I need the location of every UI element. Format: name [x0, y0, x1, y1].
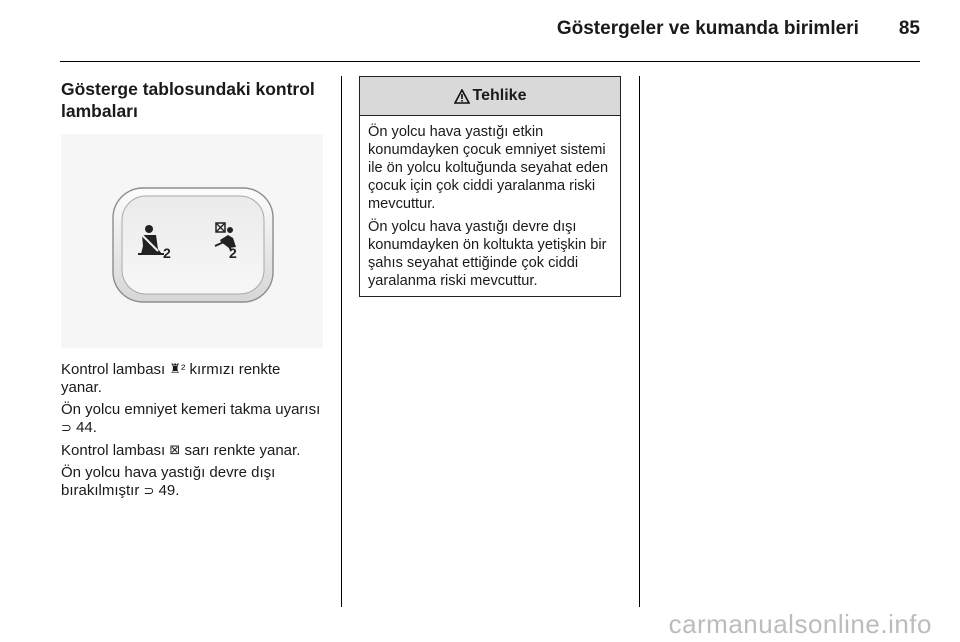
- text-fragment: sarı renkte yanar.: [180, 442, 301, 459]
- watermark: carmanualsonline.info: [668, 609, 932, 639]
- running-title: Göstergeler ve kumanda birimleri: [556, 18, 859, 39]
- warning-header: [360, 77, 620, 116]
- column-divider-right: [639, 76, 640, 607]
- text-fragment: kırmızı renkte yanar.: [61, 361, 281, 396]
- warning-body: [360, 116, 620, 290]
- text-fragment: Kontrol lambası: [61, 361, 170, 378]
- warning-paragraph-1: Ön yolcu hava yastığı etkin konumdayken çocuk emniyet sistemi ile ön yolcu koltuğunda seyahat eden çocuk için çok ciddi yaralanma riski mevcuttur.: [368, 124, 609, 212]
- paragraph-seatbelt-lamp: [61, 360, 323, 397]
- airbag-icon-digit: 2: [229, 245, 237, 261]
- text-fragment: Ön yolcu hava yastığı devre dışı bırakılmıştır: [61, 464, 276, 499]
- warning-paragraph-2: Ön yolcu hava yastığı devre dışı konumdayken ön koltukta yetişkin bir şahıs seyahat ettiğinde çok ciddi yaralanma riski mevcuttur.: [368, 219, 607, 289]
- section-heading: Gösterge tablosundaki kontrol lambaları: [61, 79, 315, 121]
- indicator-panel-figure: [61, 134, 323, 348]
- page-number: 85: [898, 18, 920, 39]
- page-reference[interactable]: 44.: [71, 419, 97, 436]
- cross-reference-icon: ⊃: [61, 420, 72, 435]
- text-fragment: Ön yolcu emniyet kemeri takma uyarısı: [61, 401, 321, 418]
- paragraph-airbag-lamp: [61, 441, 323, 460]
- warning-title: Tehlike: [472, 87, 527, 104]
- left-body-text: [61, 360, 323, 500]
- indicator-panel-illustration: [61, 134, 323, 348]
- column-divider-left: [341, 76, 342, 607]
- warning-triangle-icon: [454, 89, 470, 104]
- paragraph-airbag-disabled: [61, 464, 323, 500]
- cross-reference-icon: ⊃: [143, 483, 155, 498]
- header-rule: [60, 61, 920, 62]
- passenger-seatbelt-warning-icon: ♜²: [169, 361, 186, 376]
- danger-warning-box: [359, 76, 621, 297]
- left-column: [61, 78, 323, 504]
- page-reference[interactable]: 49.: [154, 482, 180, 499]
- seatbelt-icon-digit: 2: [163, 245, 171, 261]
- page-header: [60, 18, 920, 40]
- paragraph-seatbelt-reminder: [61, 401, 323, 437]
- text-fragment: Kontrol lambası: [61, 442, 170, 459]
- passenger-airbag-off-icon-inline: ⊠: [169, 442, 181, 457]
